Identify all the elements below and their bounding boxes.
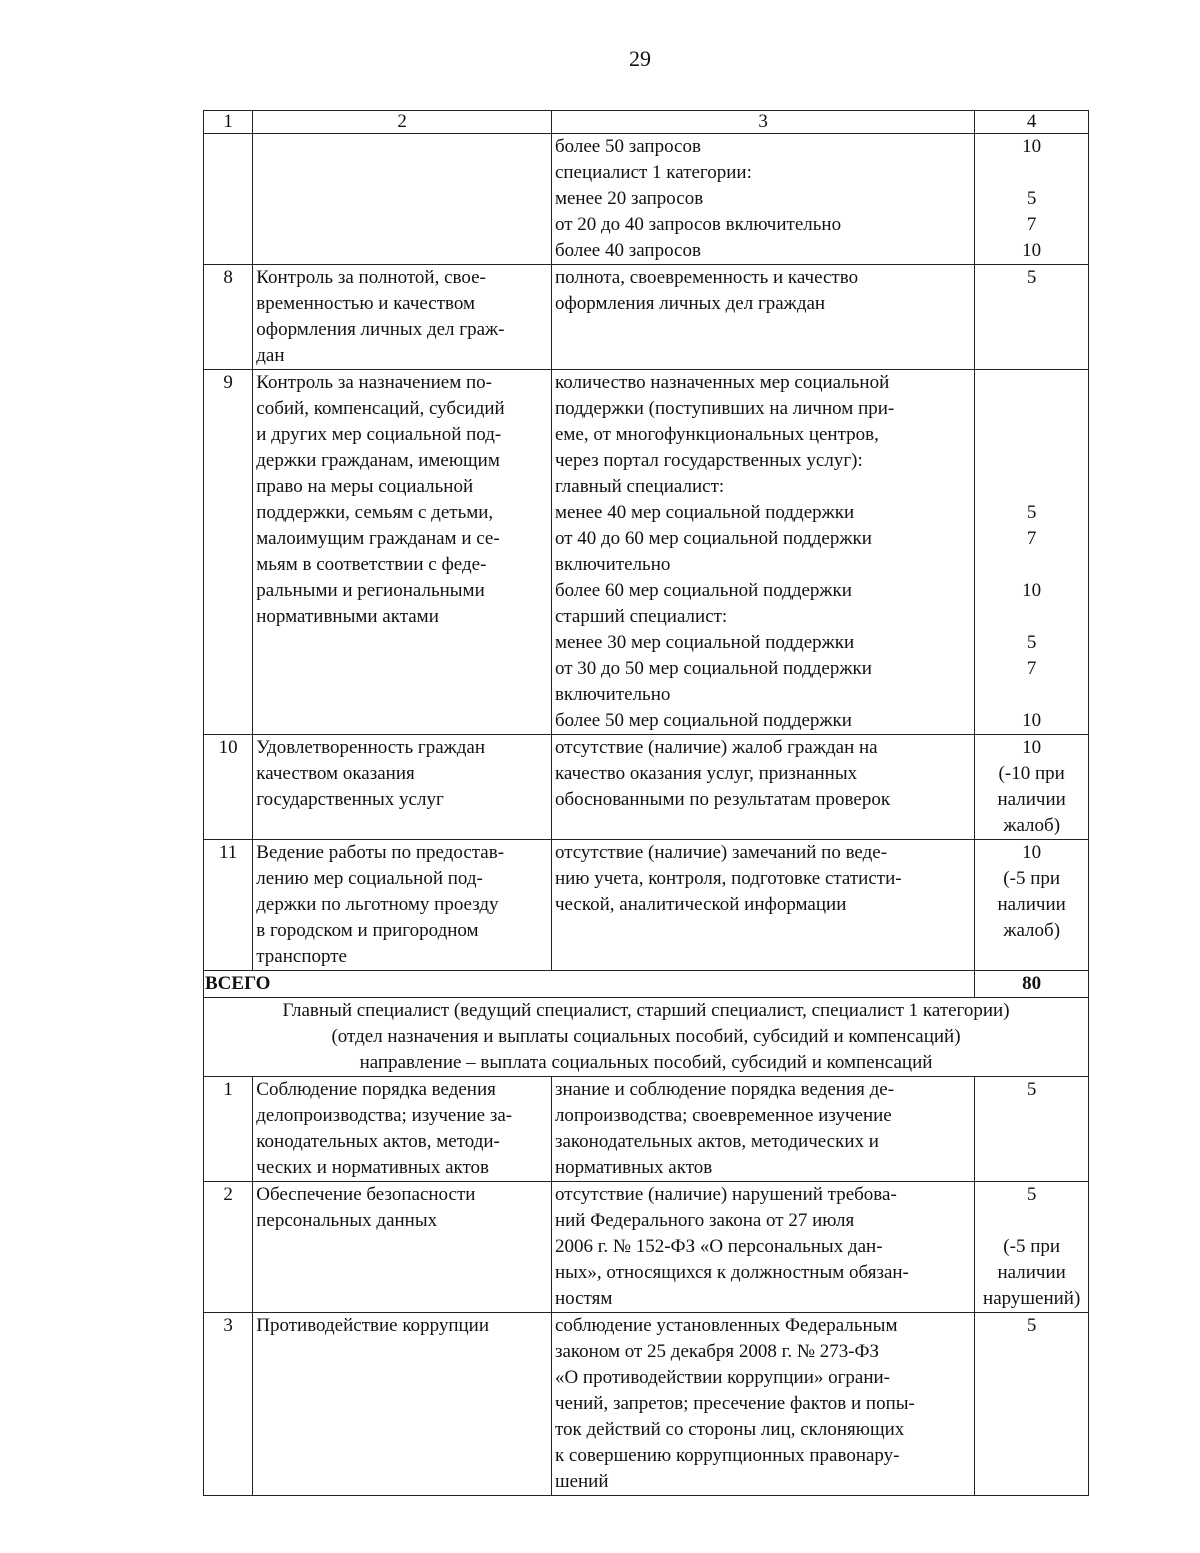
header-cell: 3 (551, 111, 974, 134)
section-header (204, 998, 1089, 1077)
cell-line: транспорте (256, 946, 347, 967)
cell-line: Противодействие коррупции (256, 1315, 490, 1336)
cell-line: отсутствие (наличие) жалоб граждан на (554, 737, 878, 758)
score-cell (975, 265, 1089, 370)
cell-line: государственных услуг (256, 789, 444, 810)
table-row (204, 840, 1089, 971)
cell-line: знание и соблюдение порядка ведения де- (554, 1079, 895, 1100)
indicator-cell (253, 735, 552, 840)
cell-line: (отдел назначения и выплаты социальных пособий, субсидий и компенсаций) (331, 1026, 961, 1047)
cell-line: лопроизводства; своевременное изучение (554, 1105, 892, 1126)
cell-line: 7 (1026, 214, 1037, 235)
cell-line: главный специалист: (554, 476, 725, 497)
row-number-cell: 10 (204, 735, 253, 840)
cell-line: более 50 запросов (554, 136, 701, 157)
cell-line: отсутствие (наличие) замечаний по веде- (554, 842, 888, 863)
cell-line: менее 30 мер социальной поддержки (554, 632, 855, 653)
header-cell: 4 (975, 111, 1089, 134)
cell-line: Главный специалист (ведущий специалист, старший специалист, специалист 1 категории) (282, 1000, 1010, 1021)
cell-line: Удовлетворенность граждан (256, 737, 486, 758)
cell-line: персональных данных (256, 1210, 438, 1231)
cell-line: более 60 мер социальной поддержки (554, 580, 852, 601)
cell-line: 10 (1022, 240, 1042, 261)
cell-line: нормативных актов (554, 1157, 713, 1178)
row-number-cell: 11 (204, 840, 253, 971)
cell-line: включительно (554, 684, 671, 705)
cell-line: 5 (1026, 1315, 1037, 1336)
cell-line: ных», относящихся к должностным обязан- (554, 1262, 909, 1283)
cell-line (978, 1208, 1085, 1234)
criteria-cell (551, 1182, 974, 1313)
cell-line: 10 (1022, 580, 1042, 601)
indicator-cell (253, 134, 552, 265)
criteria-cell (551, 134, 974, 265)
row-number-cell: 3 (204, 1313, 253, 1496)
cell-line: оформления личных дел граж- (256, 319, 505, 340)
table-row (204, 1077, 1089, 1182)
cell-line: поддержки (поступивших на личном при- (554, 398, 895, 419)
indicator-cell (253, 1077, 552, 1182)
score-cell (975, 370, 1089, 735)
cell-line: ральными и региональными (256, 580, 485, 601)
cell-line: жалоб) (1003, 815, 1061, 836)
cell-line: количество назначенных мер социальной (554, 372, 890, 393)
cell-line: 5 (1026, 502, 1037, 523)
cell-line: 10 (1022, 136, 1042, 157)
cell-line: законом от 25 декабря 2008 г. № 273-ФЗ (554, 1341, 880, 1362)
cell-line (978, 552, 1085, 578)
cell-line: включительно (554, 554, 671, 575)
cell-line: 10 (1022, 737, 1042, 758)
cell-line: оформления личных дел граждан (554, 293, 826, 314)
cell-line: законодательных актов, методических и (554, 1131, 879, 1152)
cell-line: 10 (1022, 842, 1042, 863)
criteria-cell (551, 1077, 974, 1182)
table-row (204, 1182, 1089, 1313)
criteria-table (203, 110, 1089, 1496)
cell-line: ностям (554, 1288, 613, 1309)
cell-line: (-5 при (1003, 1236, 1061, 1257)
cell-line: 5 (1026, 267, 1037, 288)
table-row (204, 1313, 1089, 1496)
header-cell: 2 (253, 111, 552, 134)
cell-line: соблюдение установленных Федеральным (554, 1315, 898, 1336)
cell-line: и других мер социальной под- (256, 424, 502, 445)
cell-line: более 40 запросов (554, 240, 701, 261)
row-number-cell: 2 (204, 1182, 253, 1313)
cell-line: качеством оказания (256, 763, 415, 784)
cell-line: лению мер социальной под- (256, 868, 483, 889)
score-cell (975, 840, 1089, 971)
cell-line: ток действий со стороны лиц, склоняющих (554, 1419, 905, 1440)
cell-line: 5 (1026, 1184, 1037, 1205)
cell-line (978, 422, 1085, 448)
cell-line: старший специалист: (554, 606, 728, 627)
cell-line: менее 40 мер социальной поддержки (554, 502, 855, 523)
cell-line: конодательных актов, методи- (256, 1131, 500, 1152)
score-cell (975, 1182, 1089, 1313)
cell-line: мьям в соответствии с феде- (256, 554, 487, 575)
cell-line: от 30 до 50 мер социальной поддержки (554, 658, 872, 679)
cell-line: ний Федерального закона от 27 июля (554, 1210, 855, 1231)
cell-line: дан (256, 345, 285, 366)
table-row (204, 134, 1089, 265)
cell-line: специалист 1 категории: (554, 162, 752, 183)
criteria-cell (551, 1313, 974, 1496)
cell-line: от 40 до 60 мер социальной поддержки (554, 528, 872, 549)
cell-line: Контроль за назначением по- (256, 372, 493, 393)
cell-line: нарушений) (983, 1288, 1081, 1309)
indicator-cell (253, 840, 552, 971)
cell-line (978, 604, 1085, 630)
cell-line: нормативными актами (256, 606, 439, 627)
indicator-cell (253, 1182, 552, 1313)
table-row (204, 735, 1089, 840)
cell-line: временностью и качеством (256, 293, 476, 314)
cell-line: через портал государственных услуг): (554, 450, 863, 471)
cell-line: более 50 мер социальной поддержки (554, 710, 852, 731)
indicator-cell (253, 370, 552, 735)
cell-line: (-10 при (998, 763, 1065, 784)
score-cell (975, 134, 1089, 265)
indicator-cell (253, 265, 552, 370)
cell-line: в городском и пригородном (256, 920, 479, 941)
cell-line: делопроизводства; изучение за- (256, 1105, 513, 1126)
cell-line: 7 (1026, 658, 1037, 679)
cell-line: 10 (1022, 710, 1042, 731)
criteria-cell (551, 840, 974, 971)
page-number: 29 (629, 46, 651, 71)
cell-line: Обеспечение безопасности (256, 1184, 476, 1205)
cell-line (978, 396, 1085, 422)
cell-line (978, 160, 1085, 186)
indicator-cell (253, 1313, 552, 1496)
cell-line (978, 682, 1085, 708)
cell-line: держки гражданам, имеющим (256, 450, 500, 471)
total-value: 80 (975, 971, 1089, 998)
cell-line: 2006 г. № 152-ФЗ «О персональных дан- (554, 1236, 883, 1257)
cell-line: обоснованными по результатам проверок (554, 789, 891, 810)
cell-line: держки по льготному проезду (256, 894, 499, 915)
cell-line (978, 370, 1085, 396)
cell-line: поддержки, семьям с детьми, (256, 502, 494, 523)
header-cell: 1 (204, 111, 253, 134)
cell-line: собий, компенсаций, субсидий (256, 398, 505, 419)
section-header-row (204, 998, 1089, 1077)
cell-line: жалоб) (1003, 920, 1061, 941)
cell-line: 5 (1026, 188, 1037, 209)
cell-line: наличии (997, 894, 1066, 915)
table-header-row (204, 111, 1089, 134)
cell-line: 5 (1026, 632, 1037, 653)
row-number-cell: 9 (204, 370, 253, 735)
cell-line: наличии (997, 1262, 1066, 1283)
cell-line: еме, от многофункциональных центров, (554, 424, 879, 445)
cell-line: Контроль за полнотой, свое- (256, 267, 486, 288)
cell-line: от 20 до 40 запросов включительно (554, 214, 842, 235)
score-cell (975, 735, 1089, 840)
cell-line: Соблюдение порядка ведения (256, 1079, 496, 1100)
total-label: ВСЕГО (204, 971, 975, 998)
cell-line: ческих и нормативных актов (256, 1157, 490, 1178)
cell-line: к совершению коррупционных правонару- (554, 1445, 900, 1466)
criteria-cell (551, 265, 974, 370)
cell-line: нию учета, контроля, подготовке статисти- (554, 868, 902, 889)
cell-line: полнота, своевременность и качество (554, 267, 859, 288)
cell-line: направление – выплата социальных пособий, субсидий и компенсаций (359, 1052, 933, 1073)
cell-line: шений (554, 1471, 609, 1492)
cell-line (978, 474, 1085, 500)
row-number-cell (204, 134, 253, 265)
cell-line: Ведение работы по предостав- (256, 842, 505, 863)
cell-line: менее 20 запросов (554, 188, 704, 209)
row-number-cell: 8 (204, 265, 253, 370)
cell-line: отсутствие (наличие) нарушений требова- (554, 1184, 897, 1205)
cell-line: право на меры социальной (256, 476, 474, 497)
cell-line (978, 448, 1085, 474)
cell-line: малоимущим гражданам и се- (256, 528, 500, 549)
cell-line: наличии (997, 789, 1066, 810)
cell-line: 5 (1026, 1079, 1037, 1100)
score-cell (975, 1077, 1089, 1182)
cell-line: качество оказания услуг, признанных (554, 763, 858, 784)
table-row (204, 265, 1089, 370)
cell-line: ческой, аналитической информации (554, 894, 847, 915)
cell-line: 7 (1026, 528, 1037, 549)
total-row (204, 971, 1089, 998)
score-cell (975, 1313, 1089, 1496)
cell-line: «О противодействии коррупции» ограни- (554, 1367, 890, 1388)
cell-line: чений, запретов; пресечение фактов и попы- (554, 1393, 915, 1414)
table-row (204, 370, 1089, 735)
row-number-cell: 1 (204, 1077, 253, 1182)
criteria-cell (551, 735, 974, 840)
criteria-cell (551, 370, 974, 735)
cell-line: (-5 при (1003, 868, 1061, 889)
